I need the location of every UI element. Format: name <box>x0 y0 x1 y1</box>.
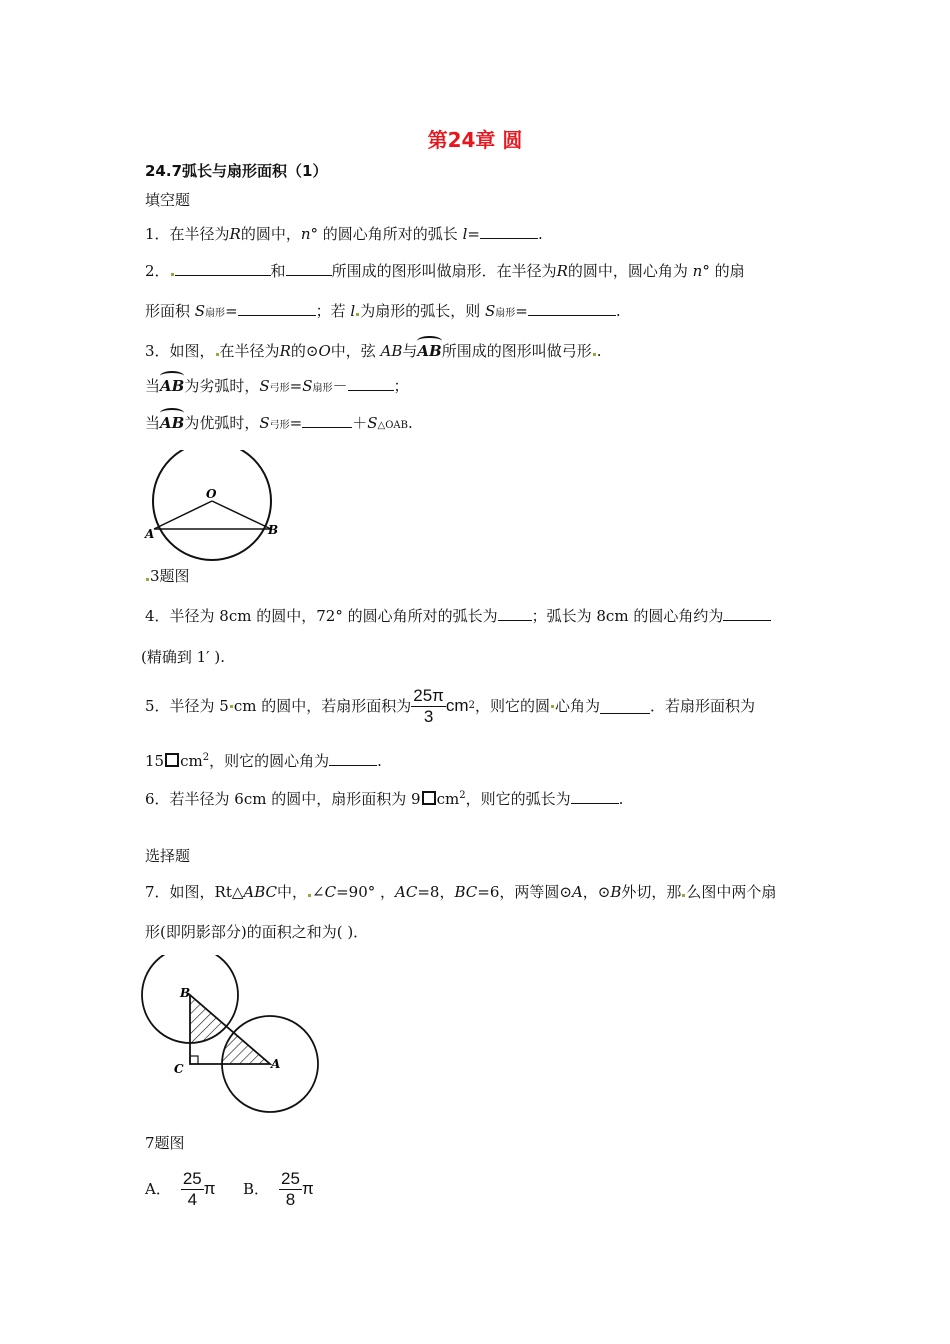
section-heading: 24.7弧长与扇形面积（1） <box>145 162 328 180</box>
radius-ob <box>212 501 271 529</box>
label-b: B <box>180 986 191 1000</box>
question-5-line-2: 15 $cm^2$，则它的圆心角为 . <box>145 752 382 770</box>
question-1: 1．在半径为R的圆中，n° 的圆心角所对的弧长 l= . <box>145 225 543 243</box>
figure-3 <box>140 450 290 568</box>
label-c: C <box>174 1062 184 1076</box>
option-a: A． $\frac{25}{4}$ π <box>145 1168 216 1209</box>
question-6: 6．若半径为 6cm 的圆中，扇形面积为 9 $cm^2$，则它的弧长为 . <box>145 790 624 808</box>
right-angle-mark <box>190 1056 198 1064</box>
question-3-line-3: 当AB为优弧时，S弓形= ＋S△OAB. <box>145 410 413 436</box>
question-3-line-2: 当AB为劣弧时，S弓形=S扇形－ ； <box>145 373 409 399</box>
label-o: O <box>206 487 217 501</box>
figure-7-caption: 7题图 <box>145 1134 185 1152</box>
figure-7 <box>140 955 320 1115</box>
option-b: B． $\frac{25}{8}$ π <box>243 1168 314 1209</box>
question-4-line-2: (精确到 1′ ). <box>141 648 225 666</box>
label-b: B <box>268 523 279 537</box>
question-5-line-1: 5．半径为 5 cm 的圆中，若扇形面积为 $\frac{25\pi}{3}$ cm 2 ，则它的圆 心角为 ．若扇形面积为 <box>145 685 755 726</box>
page-title: 第24章 圆 <box>427 128 523 152</box>
circle-o <box>153 450 271 560</box>
fraction-25pi-3: $\frac{25\pi}{3}$ <box>413 685 444 726</box>
missing-glyph-icon <box>422 791 436 805</box>
question-3-line-1: 3．如图， 在半径为R的⊙O中，弦 AB与AB所围成的图形叫做弓形 . <box>145 338 602 361</box>
label-a: A <box>271 1057 281 1071</box>
label-a: A <box>145 527 155 541</box>
missing-glyph-icon <box>165 753 179 767</box>
question-7-line-1: 7．如图，Rt△ABC中， ∠C=90° ，AC=8，BC=6，两等圆⊙A，⊙B外切，那 么图中两个扇 <box>145 883 777 901</box>
question-7-line-2: 形(即阴影部分)的面积之和为( )． <box>145 923 369 941</box>
choice-heading: 选择题 <box>145 847 191 865</box>
question-2-line-2: 形面积 S扇形= ；若 l 为扇形的弧长，则 S扇形= . <box>145 302 621 320</box>
radius-oa <box>154 501 212 529</box>
question-4-line-1: 4．半径为 8cm 的圆中，72° 的圆心角所对的弧长为 ；弧长为 8cm 的圆心角约为 <box>145 606 771 626</box>
figure-3-caption: 3题图 <box>145 566 190 586</box>
question-2-line-1: 2． 和 所围成的图形叫做扇形．在半径为R的圆中，圆心角为 n° 的扇 <box>145 262 745 280</box>
fill-heading: 填空题 <box>145 191 191 209</box>
